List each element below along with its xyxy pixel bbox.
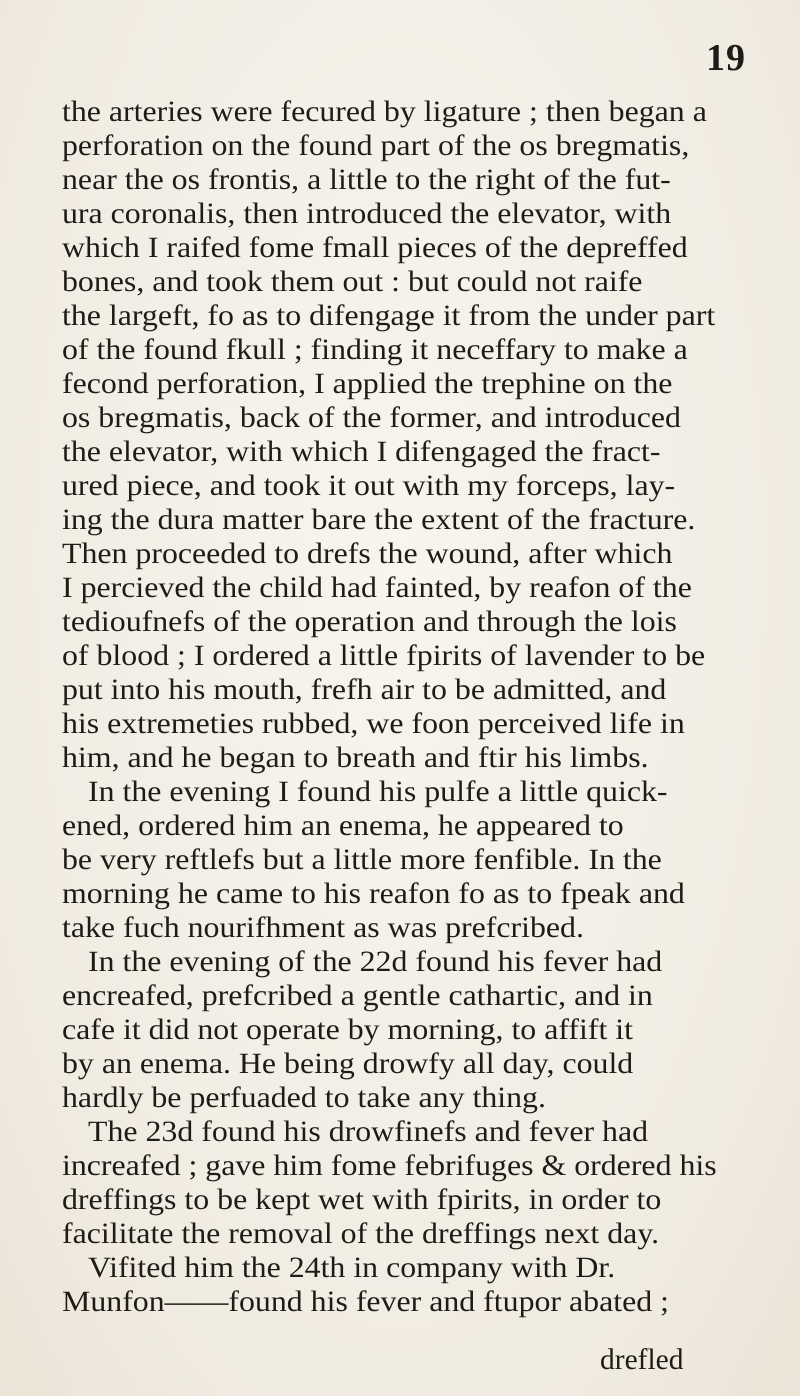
text-line: take fuch nourifhment as was prefcribed. (62, 912, 584, 944)
text-line: In the evening of the 22d found his fever had (88, 946, 663, 978)
text-line: The 23d found his drowfinefs and fever had (88, 1116, 649, 1148)
text-line: I percieved the child had fainted, by reafon of the (62, 572, 692, 604)
text-line: which I raifed fome fmall pieces of the depreffed (62, 232, 688, 264)
text-line: the largeft, fo as to difengage it from the under part (62, 300, 716, 332)
text-line: morning he came to his reafon fo as to fpeak and (62, 878, 685, 910)
text-line: increafed ; gave him fome febrifuges & ordered his (62, 1150, 717, 1182)
text-line: perforation on the found part of the os bregmatis, (62, 130, 690, 162)
page-number: 19 (706, 37, 746, 79)
text-line: Vifited him the 24th in company with Dr. (88, 1252, 616, 1284)
text-line: os bregmatis, back of the former, and introduced (62, 402, 681, 434)
text-line: the elevator, with which I difengaged the fract- (62, 436, 661, 468)
text-line: put into his mouth, frefh air to be admitted, and (62, 674, 667, 706)
text-line: tedioufnefs of the operation and through the lois (62, 606, 677, 638)
text-line: bones, and took them out : but could not raife (62, 266, 643, 298)
text-line: cafe it did not operate by morning, to affift it (62, 1014, 633, 1046)
text-line: the arteries were fecured by ligature ; then began a (62, 96, 707, 128)
text-line: of the found fkull ; finding it neceffary to make a (62, 334, 688, 366)
text-line: Then proceeded to drefs the wound, after which (62, 538, 673, 570)
text-line: his extremeties rubbed, we foon perceived life in (62, 708, 685, 740)
text-line: ened, ordered him an enema, he appeared to (62, 810, 624, 842)
text-line: ured piece, and took it out with my forceps, lay- (62, 470, 676, 502)
text-line: encreafed, prefcribed a gentle cathartic, and in (62, 980, 653, 1012)
text-line: Munfon——found his fever and ftupor abated ; (62, 1286, 669, 1318)
text-line: fecond perforation, I applied the trephine on the (62, 368, 673, 400)
text-line: hardly be perfuaded to take any thing. (62, 1082, 546, 1114)
text-line: facilitate the removal of the dreffings next day. (62, 1218, 660, 1250)
text-line: him, and he began to breath and ftir his limbs. (62, 742, 649, 774)
text-line: of blood ; I ordered a little fpirits of lavender to be (62, 640, 706, 672)
text-line: be very reftlefs but a little more fenfible. In the (62, 844, 662, 876)
catchword: drefled (600, 1344, 684, 1376)
text-line: dreffings to be kept wet with fpirits, in order to (62, 1184, 662, 1216)
text-line: by an enema. He being drowfy all day, could (62, 1048, 634, 1080)
text-line: In the evening I found his pulfe a little quick- (88, 776, 668, 808)
text-line: ura coronalis, then introduced the elevator, with (62, 198, 672, 230)
text-line: near the os frontis, a little to the right of the fut- (62, 164, 671, 196)
text-line: ing the dura matter bare the extent of the fracture. (62, 504, 696, 536)
